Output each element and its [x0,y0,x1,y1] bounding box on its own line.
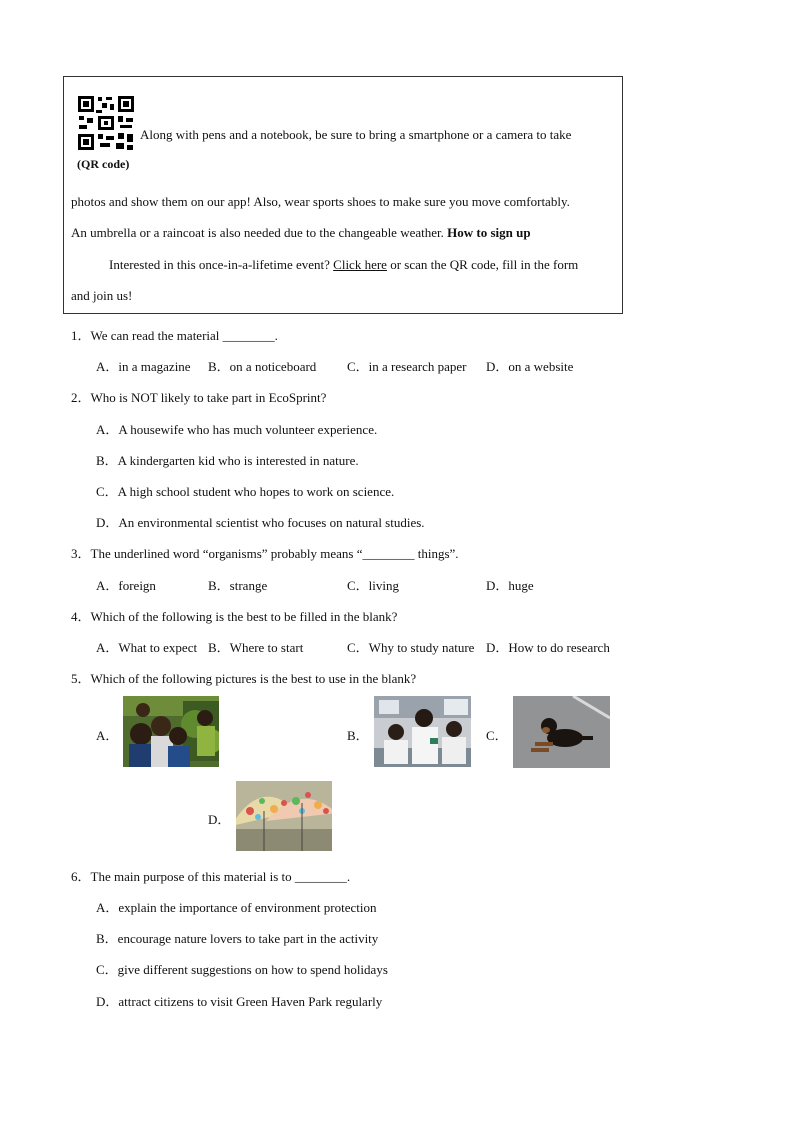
q1-option-c[interactable]: C．in a research paper [347,359,467,374]
question-text: Who is NOT likely to take part in EcoSprint? [90,390,327,405]
q3-option-d[interactable]: D．huge [486,578,534,593]
question-text: Which of the following is the best to be filled in the blank? [90,609,398,624]
q2-option-d[interactable]: D．An environmental scientist who focuses on natural studies. [96,515,425,530]
question-number: 6． [71,869,91,884]
question-text: Which of the following pictures is the best to use in the blank? [90,671,417,686]
q1-option-d[interactable]: D．on a website [486,359,574,374]
picture-scientists-in-lab[interactable] [374,696,471,767]
q5-option-b[interactable]: B． [347,728,369,743]
q4-option-c[interactable]: C．Why to study nature [347,640,475,655]
q4-option-d[interactable]: D．How to do research [486,640,610,655]
q3-option-a[interactable]: A．foreign [96,578,156,593]
question-number: 2． [71,390,91,405]
box-line-3 [71,225,531,241]
question-3 [71,543,459,562]
picture-kids-with-plants[interactable] [123,696,219,767]
box-line-2: photos and show them on our app! Also, wear sports shoes to make sure you move comfortably. [71,194,570,209]
picture-umbrellas[interactable] [236,781,332,851]
q2-option-a[interactable]: A．A housewife who has much volunteer experience. [96,422,378,437]
question-4 [71,606,397,625]
q2-option-b[interactable]: B．A kindergarten kid who is interested in nature. [96,453,359,468]
box-line-3-text: An umbrella or a raincoat is also needed due to the changeable weather. [71,225,444,240]
box-line-5: and join us! [71,288,133,303]
q6-option-c[interactable]: C．give different suggestions on how to spend holidays [96,962,388,977]
q6-option-b[interactable]: B．encourage nature lovers to take part in the activity [96,931,379,946]
q5-option-c[interactable]: C． [486,728,508,743]
question-number: 5． [71,671,91,686]
click-here-link[interactable]: Click here [333,257,387,272]
question-1 [71,325,278,344]
q1-option-a[interactable]: A．in a magazine [96,359,191,374]
q3-option-b[interactable]: B．strange [208,578,268,593]
question-2 [71,387,326,406]
question-5 [71,668,416,687]
q2-option-c[interactable]: C．A high school student who hopes to work on science. [96,484,395,499]
how-to-sign-up-heading: How to sign up [447,225,531,240]
q5-option-d[interactable]: D． [208,812,231,827]
question-number: 1． [71,328,91,343]
question-number: 3． [71,546,91,561]
box-line-4-text: Interested in this once-in-a-lifetime event? [109,257,330,272]
question-number: 4． [71,609,91,624]
question-text: We can read the material ________. [90,328,278,343]
question-6 [71,866,350,885]
q4-option-b[interactable]: B．Where to start [208,640,304,655]
q6-option-d[interactable]: D．attract citizens to visit Green Haven Park regularly [96,994,383,1009]
qr-caption: (QR code) [77,157,130,171]
q5-option-a[interactable]: A． [96,728,119,743]
box-line-4 [109,257,578,273]
q4-option-a[interactable]: A．What to expect [96,640,198,655]
q3-option-c[interactable]: C．living [347,578,400,593]
box-line-1: Along with pens and a notebook, be sure to bring a smartphone or a camera to take [140,127,572,142]
question-text: The main purpose of this material is to ________. [90,869,351,884]
qr-code-icon[interactable] [76,94,136,152]
picture-dog-on-road[interactable] [513,696,610,768]
q6-option-a[interactable]: A．explain the importance of environment protection [96,900,377,915]
q1-option-b[interactable]: B．on a noticeboard [208,359,317,374]
box-line-4-tail: or scan the QR code, fill in the form [390,257,579,272]
question-text: The underlined word “organisms” probably means “________ things”. [90,546,459,561]
